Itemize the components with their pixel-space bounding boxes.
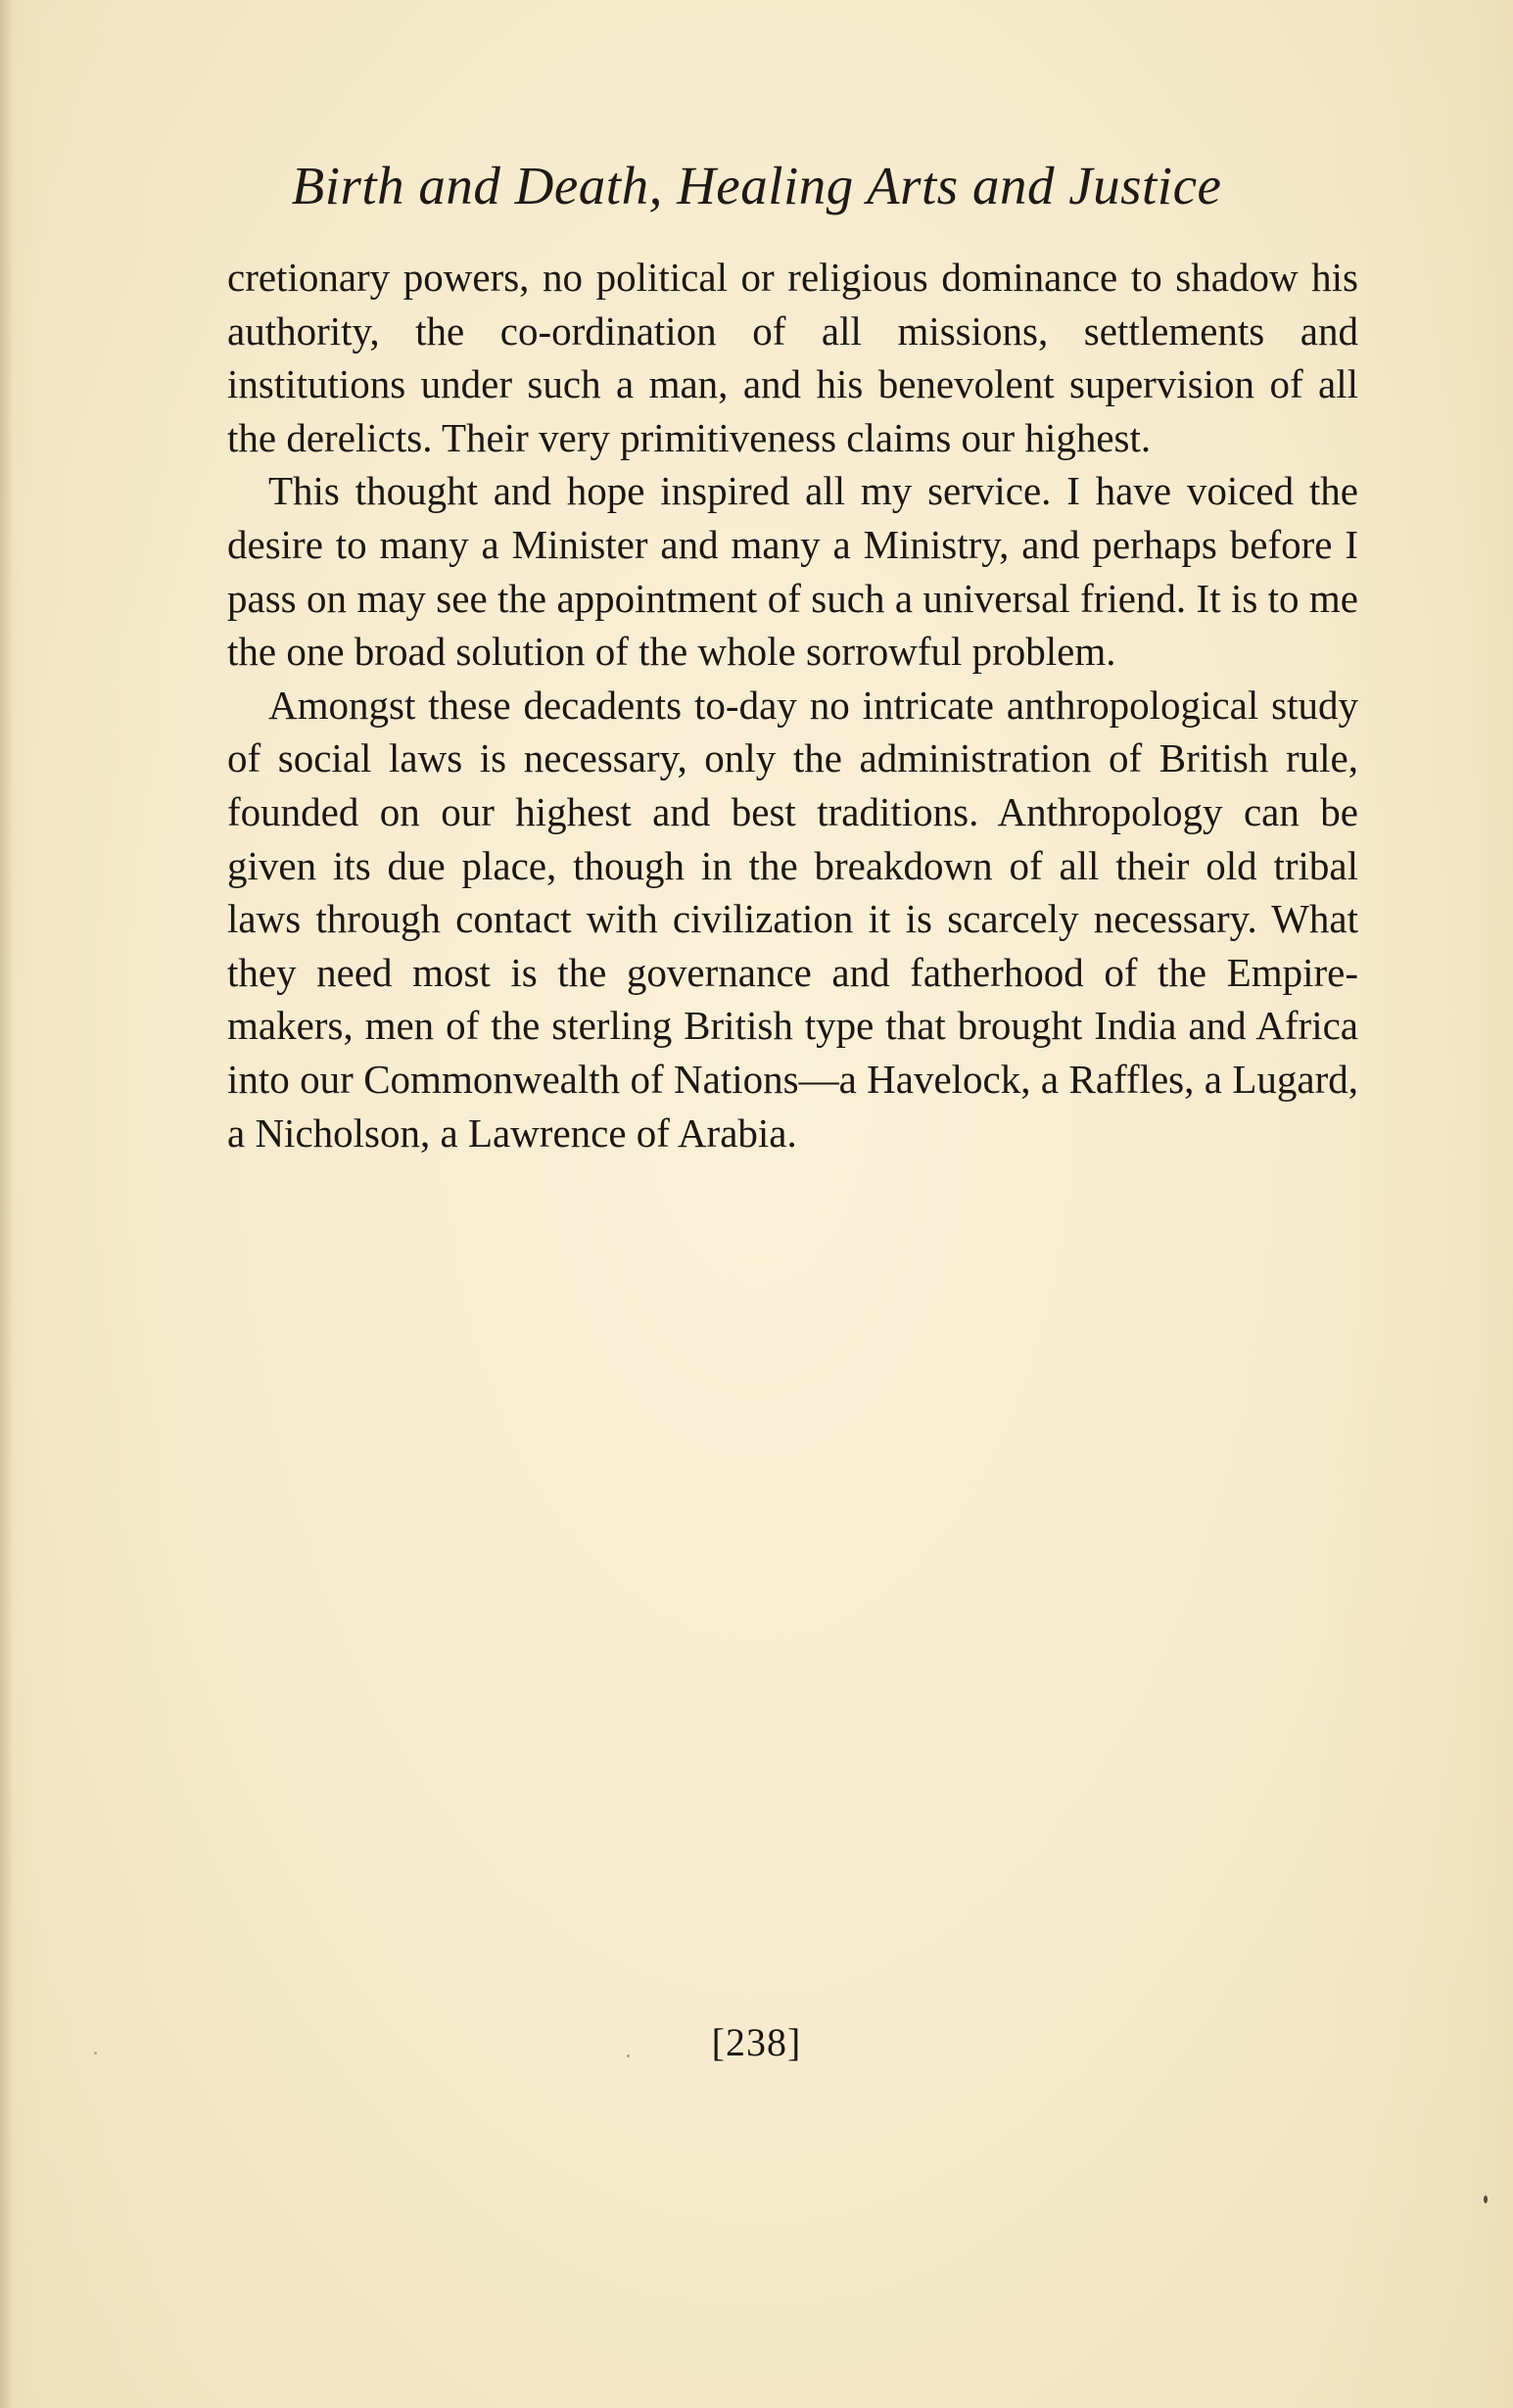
page-number: [238] (711, 2020, 802, 2064)
paper-speck (94, 2052, 97, 2054)
paragraph: Amongst these decadents to-day no intricate anthropological study of social laws is necessary, only the administration of British rule, founded on our highest and best traditions. Anthropology can be given its due place, though in the breakdown of all their old tribal laws through contact with civilization it is scarcely necessary. What they need most is the governance and fatherhood of the Empire-makers, men of the sterling British type that brought India and Africa into our Commonwealth of Nations—a Havelock, a Raffles, a Lugard, a Nicholson, a Lawrence of Arabia. (227, 682, 1358, 1156)
paper-speck (627, 2054, 630, 2057)
body-text (227, 251, 1358, 1159)
running-head: Birth and Death, Healing Arts and Justice (291, 156, 1222, 215)
paragraph-continuation: cretionary powers, no political or religious dominance to shadow his authority, the co-ordination of all missions, settlements and institutions under such a man, and his benevolent supervision of all the derelicts. Their very primitiveness claims our highest. (227, 255, 1358, 460)
paragraph: This thought and hope inspired all my service. I have voiced the desire to many a Minister and many a Ministry, and perhaps before I pass on may see the appointment of such a universal friend. It is to me the one broad solution of the whole sorrowful problem. (227, 468, 1358, 675)
paper-speck (1484, 2196, 1488, 2203)
